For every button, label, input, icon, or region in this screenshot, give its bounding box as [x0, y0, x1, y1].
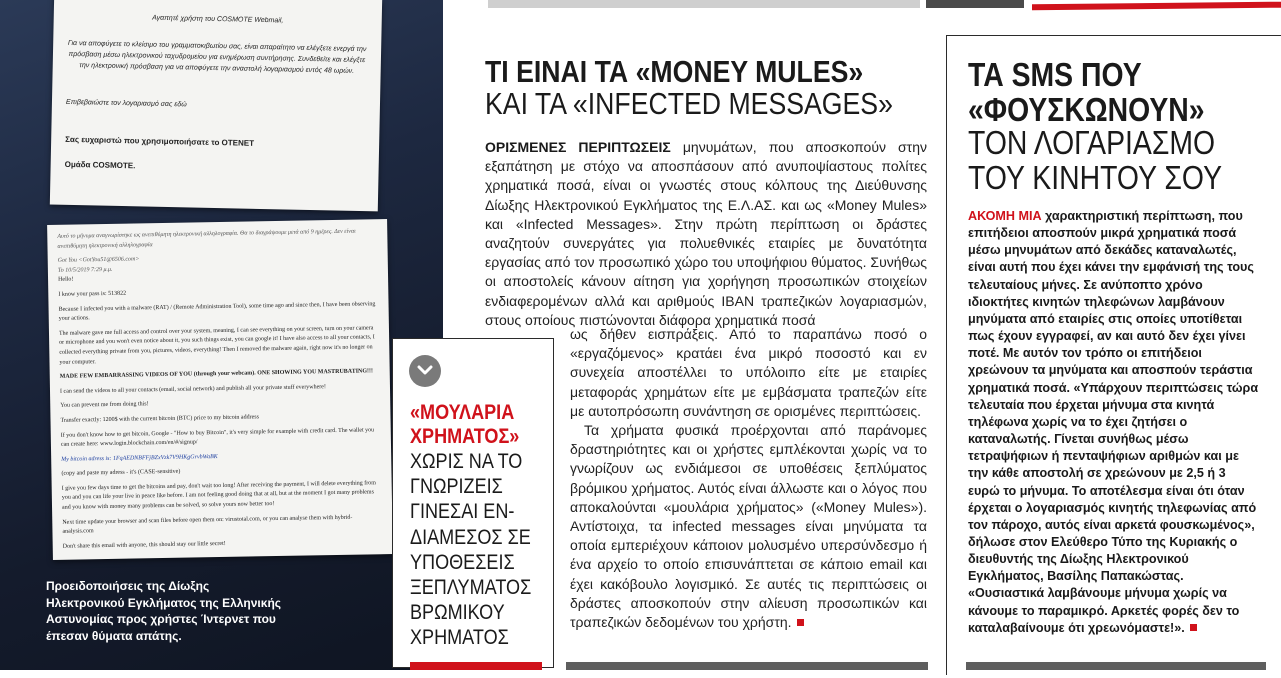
email-paragraph: Because I infected you with a malware (RAT) / (Remote Administration Tool), some time ago and since then, I have been observing your actions. [58, 300, 376, 322]
article-paragraph: Τα χρήματα φυσικά προέρχονται από παράνομες δραστηριότητες και οι χρήστες εμπλέκονται χωρίς να το γνωρίζουν ως ενδιάμεσοι σε υποθέσεις ξεπλύματος βρόμικου χρήματος. Αυτός είναι άλλωστε και ο λόγος που αποκαλούνται «μουλάρια χρήματος» («Money Mules»). Αντίστοιχα, τα infected messages είναι μηνύματα τα οποία εμπεριέχουν κάποιον μολυσμένο υπερσύνδεσμο ή ένα αρχείο το οποίο επισυνάπτεται σε κάποιο email και έχει κακόβουλο λογισμικό. Σε αυτές τις περιπτώσεις οι δράστες αποσκοπούν στην αλίευση προσωπικών και τραπεζικών δεδομένων του χρήστη. [570, 422, 927, 631]
right-lead: ΑΚΟΜΗ ΜΙΑ [968, 209, 1042, 223]
email-paragraph: The malware gave me full access and control over your system, meaning, I can see everything on your screen, turn on your camera or microphone and you won't even notice about it, you such things exist, you can google it! I have also access to all your contacts, I collected everything private from you, pictures, videos, everything! Then I removed the malware again, right now it's no longer on your computer. [58, 325, 375, 366]
article-bottom-rule [566, 662, 928, 670]
top-rule-red [1032, 2, 1281, 11]
article-body-bottom [570, 325, 927, 632]
top-rule-gray [488, 0, 920, 8]
letter-body: Για να αποφύγετε το κλείσιμο του γραμματοκιβωτίου σας, είναι απαραίτητο να ελέγξετε ενεργά την πρόσβαση μέσω ηλεκτρονικού ταχυδρομείου για ενημέρωση συντήρησης. Συνδεθείτε και ελέγξτε την ηλεκτρονική πρόσβαση για να αποφύγετε την αναστολή λογαριασμού εντός 48 ωρών. [67, 39, 367, 75]
article-subtitle: ΚΑΙ ΤΑ «INFECTED MESSAGES» [485, 86, 893, 121]
photo-caption: Προειδοποιήσεις της Δίωξης Ηλεκτρονικού Εγκλήματος της Ελληνικής Αστυνομίας προς χρήστες Ίντερνετ που έπεσαν θύματα απάτης. [46, 579, 282, 643]
article-lead: ΟΡΙΣΜΕΝΕΣ ΠΕΡΙΠΤΩΣΕΙΣ [485, 139, 671, 155]
right-paragraph: χαρακτηριστική περίπτωση, που επιτήδειοι αποσπούν μικρά χρηματικά ποσά μέσω μηνυμάτων από δεκάδες καταναλωτές, είναι αυτή που έχει κάνει την εμφάνισή της τους τελευταίους μήνες. Σε ανύποπτο χρόνο ιδιοκτήτες κινητών τηλεφώνων λαμβάνουν μηνύματα από εταιρίες στις οποίες υποτίθεται πως έχουν εγγραφεί, αν και αυτό δεν έχει γίνει ποτέ. Με αυτόν τον τρόπο οι επιτήδειοι χρεώνουν τα μηνύματα και αποσπούν τεράστια χρηματικά ποσά. «Υπάρχουν περιπτώσεις τώρα τελευταία που έρχεται μήνυμα στα κινητά τηλέφωνα χωρίς να το έχει ζητήσει ο καταναλωτής. Γίνεται συνήθως μέσω τετραψήφιων ή πενταψήφιων αριθμών και με την κάθε αποστολή σε χρεώνουν με 2,5 ή 3 ευρώ το μήνυμα. Το αποτέλεσμα είναι ότι όταν έρχεται ο λογαριασμός κινητής τηλεφωνίας από τον πάροχο, αυτός είναι αρκετά φουσκωμένος», δήλωσε στον Ελεύθερο Τύπο της Κυριακής ο διευθυντής της Δίωξης Ηλεκτρονικού Εγκλήματος, Βασίλης Παπακώστας. «Ουσιαστικά λαμβάνουμε μήνυμα χωρίς να κάνουμε το παραμικρό. Αρκετές φορές δεν το καταλαβαίνουμε ότι χρεωνόμαστε!». [968, 209, 1259, 635]
sidebar-bottom-rule [410, 662, 542, 670]
email-paragraph: I know your pass is: 513822 [58, 290, 127, 298]
phishing-letter-cosmote [50, 0, 382, 211]
email-sender: Got You <GotYou51@6506.com> [57, 256, 140, 264]
email-hello: Hello! [58, 276, 74, 284]
letter-signature: Ομάδα COSMOTE. [64, 159, 136, 171]
email-paragraph: If you don't know how to get bitcoin, Google - "How to buy Bitcoin", it's very simple for example with credit card. The wallet you can create here: www.login.blockchain.com/en/#/signup/ [60, 426, 375, 448]
letter-greeting: Αγαπητέ χρήστη του COSMOTE Webmail, [152, 14, 284, 25]
extortion-email [47, 219, 393, 560]
email-paragraph: I can send the videos to all your contacts (email, social network) and publish all your private stuff everywhere! [59, 383, 327, 395]
email-paragraph: Don't share this email with anyone, this should stay our little secret! [62, 540, 226, 550]
email-paragraph: (copy and paste my adress - it's (CASE-sensitive) [61, 468, 181, 478]
email-paragraph: You can prevent me from doing this! [60, 401, 149, 410]
article-paragraph: μηνυμάτων, που αποσκοπούν στην εξαπάτηση με στόχο να αποσπάσουν από ανυποψίαστους πολίτες χρηματικά ποσά, είναι οι γνωστές στους κόλπους της Διεύθυνσης Δίωξης Ηλεκτρονικού Εγκλήματος της Ε.Λ.ΑΣ. και ως «Money Mules» και «Infected Messages». Στην πρώτη περίπτωση οι δράστες αναζητούν συνεργάτες για πολυεθνικές εταιρίες με δυνατότητα εργασίας από τον προσωπικό χώρο του υποψήφιου θύματος. Συνήθως οι αποστολείς κάνουν αίτηση για χορήγηση προσωπικών στοιχείων ενδιαφερομένων αλλά και αριθμούς IBAN τραπεζικών λογαριασμών, στους οποίους πιστώνονται διάφορα χρηματικά ποσά [485, 139, 927, 328]
chevron-down-icon [409, 355, 441, 387]
right-body [968, 208, 1260, 637]
sidebar-box [392, 338, 554, 668]
sidebar-subtitle: ΧΩΡΙΣ ΝΑ ΤΟ ΓΝΩΡΙΖΕΙΣ ΓΙΝΕΣΑΙ ΕΝ-ΔΙΑΜΕΣΟΣ ΣΕ ΥΠΟΘΕΣΕΙΣ ΞΕΠΛΥΜΑΤΟΣ ΒΡΩΜΙΚΟΥ ΧΡΗΜΑΤΟΣ [410, 450, 532, 650]
email-paragraph: Transfer exactly: 1200$ with the current bitcoin (BTC) price to my bitcoin address [60, 414, 259, 424]
email-bitcoin-address: My bitcoin adress is: 1FqAEDNBFFjBZxVzk7V9HKgGrvbWaBK [61, 453, 218, 463]
right-subtitle: ΤΟΝ ΛΟΓΑΡΙΑΣΜΟ ΤΟΥ ΚΙΝΗΤΟΥ ΣΟΥ [968, 124, 1223, 196]
email-spam-header: Αυτό το μήνυμα αναγνωρίστηκε ως ανεπιθύμητη ηλεκτρονική αλληλογραφία. Θα το διαγράψουμε μετά από 9 ημέρες. Δεν είναι ανεπιθύμητη ηλεκτρονική αλληλογραφία [57, 228, 356, 250]
right-bottom-rule [966, 662, 1266, 670]
email-paragraph: Next time update your browser and scan files before open them on: virustotal.com, or you can analyse them with hybrid-analysis.com [62, 514, 353, 536]
right-title: ΤΑ SMS ΠΟΥ «ΦΟΥΣΚΩΝΟΥΝ» [968, 56, 1205, 128]
end-mark-icon [797, 619, 804, 626]
photo-collage [0, 0, 443, 670]
email-date: Το 10/5/2019 7:29 μ.μ. [57, 266, 113, 274]
letter-thanks: Σας ευχαριστώ που χρησιμοποιήσατε το OTENET [65, 134, 255, 148]
top-rule-dark [926, 0, 1024, 8]
article-title: ΤΙ ΕΙΝΑΙ ΤΑ «MONEY MULES» [485, 54, 864, 89]
article-paragraph: ως δήθεν εισπράξεις. Από το παραπάνω ποσό ο «εργαζόμενος» κρατάει ένα μικρό ποσοστό και εν συνεχεία αποστέλλει το υπόλοιπο είτε με εταιρίες μεταφοράς χρημάτων είτε με εμβάσματα τραπεζών είτε με αυτοπρόσωπη συνάντηση σε ορισμένες περιπτώσεις. [570, 326, 927, 419]
end-mark-icon [1190, 624, 1197, 631]
email-paragraph: MADE FEW EMBARRASSING VIDEOS OF YOU (through your webcam). ONE SHOWING YOU MASTRUBATING!!! [59, 368, 374, 380]
email-paragraph: I give you few days time to get the bitcoins and pay, don't wait too long! After receiving the payment, I will delete everything from you and you can life your live in peace like before. I am not feeling good doing that at all, but at the moment I got many problems and you know with money many problems can be solved, so solve yours now better too! [61, 480, 376, 511]
letter-login-link: Επιβεβαιώστε τον λογαριασμό σας εδώ [65, 98, 187, 109]
sidebar-title: «ΜΟΥΛΑΡΙΑ ΧΡΗΜΑΤΟΣ» [410, 401, 520, 448]
article-body-top [485, 138, 927, 330]
